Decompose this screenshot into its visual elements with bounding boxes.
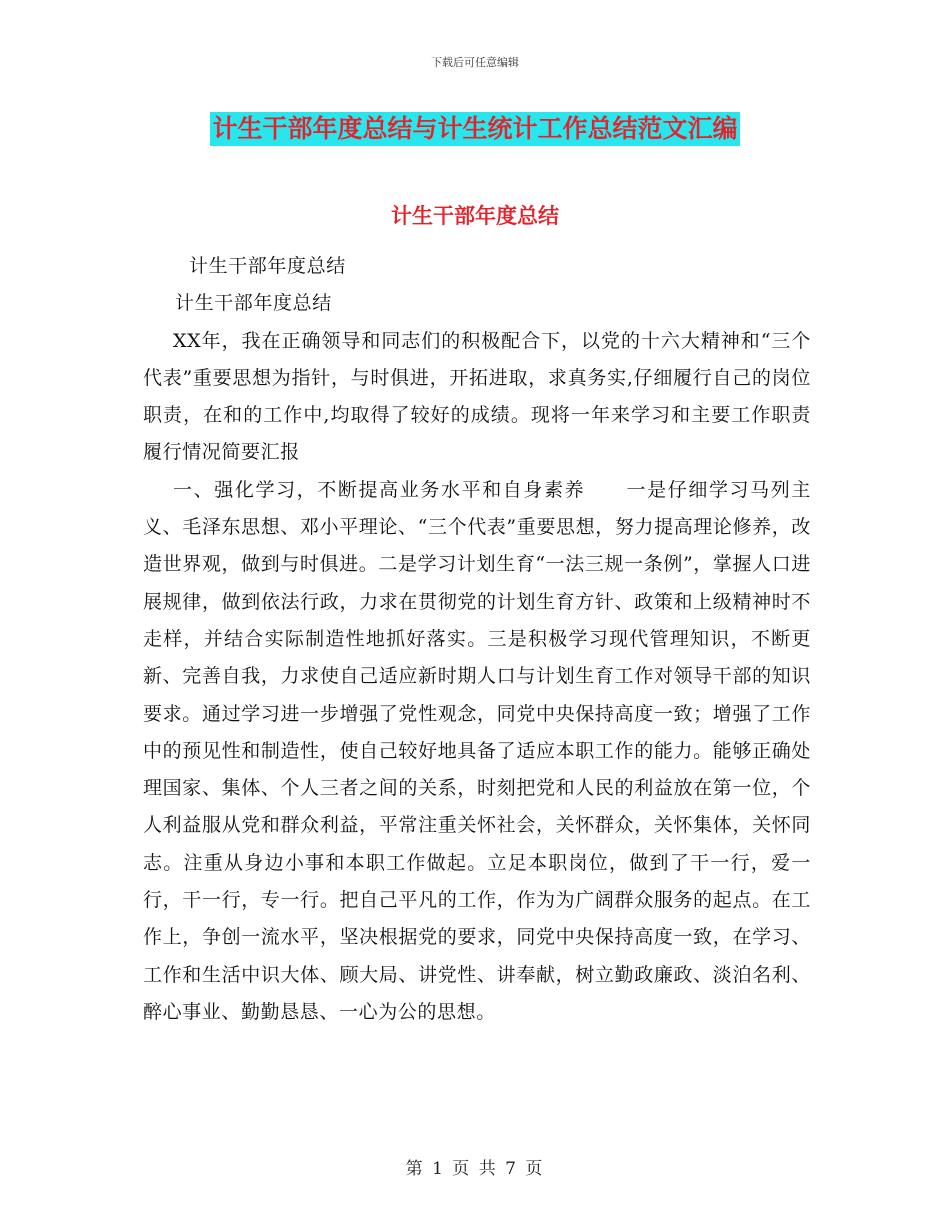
page-number: 第 1 页 共 7 页 <box>405 1159 545 1179</box>
header-note: 下载后可任意编辑 <box>431 56 519 69</box>
section-title: 计生干部年度总结 <box>391 204 559 228</box>
paragraph-study: 一、强化学习，不断提高业务水平和自身素养 一是仔细学习马列主义、毛泽东思想、邓小平理论、“三个代表”重要思想，努力提高理论修养，改造世界观，做到与时俱进。二是学习计划生育“一法三规一条例”，掌握人口进展规律，做到依法行政，力求在贯彻党的计划生育方针、政策和上级精神时不走样，并结合实际制造性地抓好落实。三是积极学习现代管理知识，不断更新、完善自我，力求使自己适应新时期人口与计划生育工作对领导干部的知识要求。通过学习进一步增强了党性观念，同党中央保持高度一致；增强了工作中的预见性和制造性，使自己较好地具备了适应本职工作的能力。能够正确处理国家、集体、个人三者之间的关系，时刻把党和人民的利益放在第一位，个人利益服从党和群众利益，平常注重关怀社会，关怀群众，关怀集体，关怀同志。注重从身边小事和本职工作做起。立足本职岗位，做到了干一行，爱一行，干一行，专一行。把自己平凡的工作，作为为广阔群众服务的起点。在工作上，争创一流水平，坚决根据党的要求，同党中央保持高度一致，在学习、工作和生活中识大体、顾大局、讲党性、讲奉献，树立勤政廉政、淡泊名利、醉心事业、勤勤恳恳、一心为公的思想。 <box>143 478 811 1023</box>
subtitle-line-2: 计生干部年度总结 <box>175 292 332 315</box>
document-title: 计生干部年度总结与计生统计工作总结范文汇编 <box>210 112 739 146</box>
paragraph-intro: XX年，我在正确领导和同志们的积极配合下，以党的十六大精神和“三个代表”重要思想为指针，与时俱进，开拓进取，求真务实,仔细履行自己的岗位职责，在和的工作中,均取得了较好的成绩。现将一年来学习和主要工作职责履行情况简要汇报 <box>143 329 811 464</box>
document-body <box>143 248 811 1031</box>
document-title-container <box>0 112 950 146</box>
subtitle-line-1: 计生干部年度总结 <box>189 255 346 277</box>
